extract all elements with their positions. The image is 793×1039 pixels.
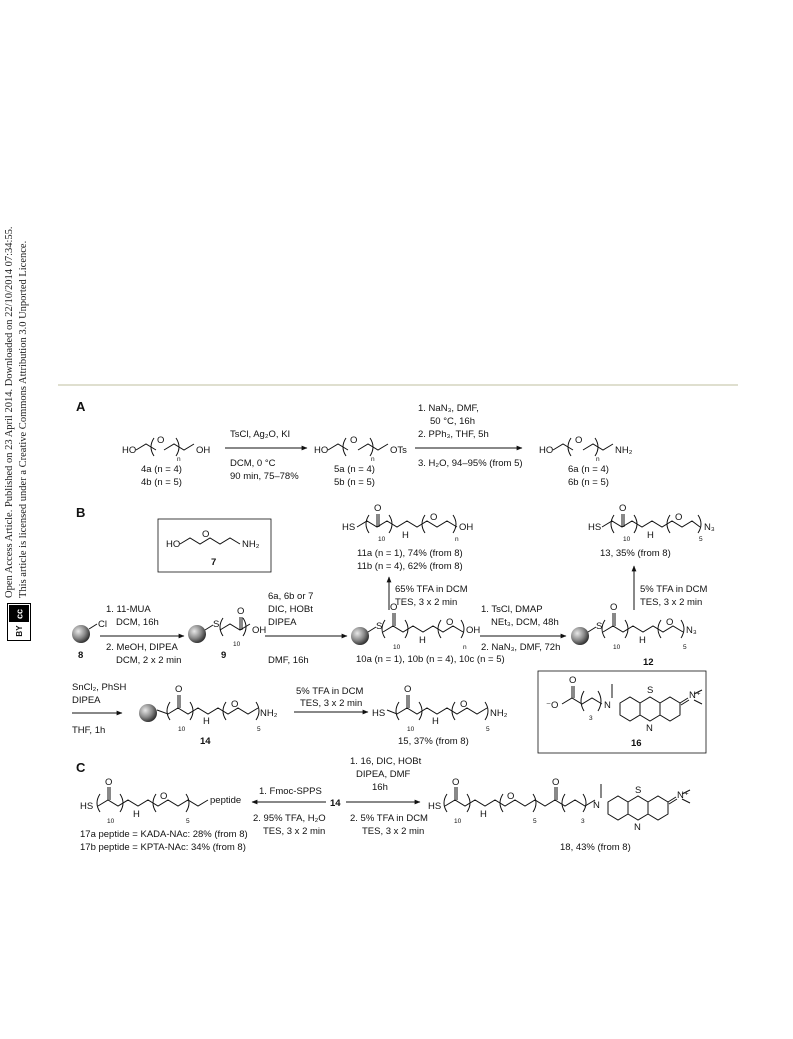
atom-o: O [430,512,438,523]
atom-o: O [202,529,210,540]
compound-14-label: 14 [200,736,211,747]
atom-o: O [160,791,168,802]
repeat-10: 10 [178,726,186,733]
compound-9-structure [205,617,250,636]
compound-7-structure [180,538,240,544]
atom-o: O [350,435,358,446]
r2-line1: 6a, 6b or 7 [268,591,314,602]
atom-n-plus: N⁺ [677,790,689,801]
compound-9-label: 9 [221,650,227,661]
atom-n3: N₃ [686,625,697,636]
c-left-line2: 2. 95% TFA, H₂O [253,813,326,824]
repeat-n: n [371,456,375,463]
atom-o-minus: ⁻O [546,700,559,711]
atom-o: O [460,699,468,710]
atom-ho: HO [314,445,329,456]
step2-line2: 50 °C, 16h [430,416,475,427]
atom-oh: OH [196,445,211,456]
license-notice-line2[interactable]: This article is licensed under a Creative Commons Attribution 3.0 Unported Licence. [18,240,29,598]
compound-11b-label: 11b (n = 4), 62% (from 8) [357,561,463,572]
r2-line2: DIC, HOBt [268,604,313,615]
atom-o: O [390,602,398,613]
atom-nh2: NH₂ [260,708,278,719]
atom-n-plus: N⁺ [689,690,701,701]
atom-ho: HO [166,539,181,550]
repeat-n: n [596,456,600,463]
section-label-a: A [76,399,86,414]
atom-nh: H [639,635,646,646]
repeat-10: 10 [407,726,415,733]
compound-17a-label: 17a peptide = KADA-NAc: 28% (from 8) [80,829,248,840]
atom-n: N [646,723,653,734]
c-right-line1: 1. 16, DIC, HOBt [350,756,422,767]
r3-line3: 2. NaN₃, DMF, 72h [481,642,561,653]
atom-o: O [619,503,627,514]
atom-hs: HS [342,522,356,533]
section-label-c: C [76,760,86,775]
atom-o: O [610,602,618,613]
atom-ho: HO [122,445,137,456]
step2-line4: 3. H₂O, 94–95% (from 5) [418,458,523,469]
atom-ots: OTs [390,445,407,456]
atom-oh: OH [252,625,267,636]
atom-hs: HS [372,708,386,719]
r2-line3: DIPEA [268,617,297,628]
tfa5-line1: 5% TFA in DCM [640,584,708,595]
resin-bead-icon [72,625,90,643]
compound-5-structure [328,438,388,456]
repeat-5: 5 [533,818,537,825]
atom-hs: HS [588,522,602,533]
atom-o: O [507,791,515,802]
atom-o: O [675,512,683,523]
r4-line3: THF, 1h [72,725,106,736]
atom-o: O [569,675,577,686]
repeat-5: 5 [186,818,190,825]
compound-10-label: 10a (n = 1), 10b (n = 4), 10c (n = 5) [356,654,505,665]
repeat-10: 10 [623,536,631,543]
compound-13-label: 13, 35% (from 8) [600,548,671,559]
repeat-n: n [177,456,181,463]
resin-bead-icon [188,625,206,643]
atom-nh: H [402,530,409,541]
r1-line3: 2. MeOH, DIPEA [106,642,178,653]
r4-line1: SnCl₂, PhSH [72,682,127,693]
compound-5a-label: 5a (n = 4) [334,464,375,475]
atom-s: S [376,621,383,632]
compound-6b-label: 6b (n = 5) [568,477,609,488]
atom-o: O [575,435,583,446]
atom-nh: H [133,809,140,820]
repeat-10: 10 [378,536,386,543]
c-left-line3: TES, 3 x 2 min [263,826,326,837]
resin-bead-icon [139,704,157,722]
step2-line3: 2. PPh₃, THF, 5h [418,429,489,440]
compound-6a-label: 6a (n = 4) [568,464,609,475]
atom-nh: H [203,716,210,727]
repeat-5: 5 [486,726,490,733]
atom-n: N [604,700,611,711]
compound-16-box [538,671,706,753]
atom-o: O [374,503,382,514]
compound-5b-label: 5b (n = 5) [334,477,375,488]
atom-o: O [105,777,113,788]
atom-s: S [635,785,642,796]
r2-line4: DMF, 16h [268,655,309,666]
compound-16-structure [562,684,702,721]
atom-n: N [634,822,641,833]
repeat-3: 3 [581,818,585,825]
compound-16-label: 16 [631,738,642,749]
tfa5-line2: TES, 3 x 2 min [640,597,703,608]
atom-hs: HS [428,801,442,812]
r5-line1: 5% TFA in DCM [296,686,364,697]
atom-o: O [157,435,165,446]
compound-7-label: 7 [211,557,217,568]
atom-o: O [666,617,674,628]
atom-nh2: NH₂ [242,539,260,550]
r1-line4: DCM, 2 x 2 min [116,655,182,666]
repeat-3: 3 [589,715,593,722]
atom-n: N [593,800,600,811]
step1-conditions: DCM, 0 °C [230,458,276,469]
repeat-10: 10 [613,644,621,651]
atom-nh: H [419,635,426,646]
compound-6-structure [553,438,613,456]
atom-o: O [404,684,412,695]
atom-nh: H [480,809,487,820]
step1-reagents: TsCl, Ag₂O, KI [230,429,291,440]
atom-o: O [231,699,239,710]
compound-8-label: 8 [78,650,84,661]
tfa65-line1: 65% TFA in DCM [395,584,468,595]
r4-line2: DIPEA [72,695,101,706]
c-left-line1: 1. Fmoc-SPPS [259,786,322,797]
resin-bead-icon [571,627,589,645]
compound-14-label-c: 14 [330,798,341,809]
repeat-5: 5 [257,726,261,733]
atom-o: O [237,606,245,617]
atom-n3: N₃ [704,522,715,533]
atom-peptide: peptide [210,795,242,806]
compound-17-structure [97,787,208,812]
atom-hs: HS [80,801,94,812]
atom-s: S [213,619,220,630]
license-notice-line1: Open Access Article. Published on 23 April 2014. Downloaded on 22/10/2014 07:34:55. [4,226,15,598]
compound-4b-label: 4b (n = 5) [141,477,182,488]
atom-o: O [452,777,460,788]
atom-oh: OH [459,522,474,533]
atom-nh2: NH₂ [615,445,633,456]
r5-line2: TES, 3 x 2 min [300,698,363,709]
resin-bead-icon [351,627,369,645]
repeat-n: n [455,536,459,543]
c-right-line2: DIPEA, DMF [356,769,411,780]
section-label-b: B [76,505,86,520]
repeat-10: 10 [107,818,115,825]
cc-badge-text: cc [14,608,25,620]
r3-line1: 1. TsCl, DMAP [481,604,543,615]
r3-line2: NEt₃, DCM, 48h [491,617,559,628]
by-badge-text: BY [15,625,24,637]
atom-o: O [552,777,560,788]
repeat-5: 5 [699,536,703,543]
atom-ho: HO [539,445,554,456]
atom-oh: OH [466,625,481,636]
atom-o: O [175,684,183,695]
r1-line2: DCM, 16h [116,617,159,628]
step2-line1: 1. NaN₃, DMF, [418,403,479,414]
atom-cl: Cl [98,619,107,630]
c-right-line3: 16h [372,782,388,793]
atom-o: O [446,617,454,628]
repeat-5: 5 [683,644,687,651]
atom-nh: H [647,530,654,541]
compound-4-structure [136,438,194,456]
atom-nh: H [432,716,439,727]
compound-4a-label: 4a (n = 4) [141,464,182,475]
repeat-n: n [463,644,467,651]
step1-yield: 90 min, 75–78% [230,471,299,482]
compound-11a-label: 11a (n = 1), 74% (from 8) [357,548,463,559]
tfa65-line2: TES, 3 x 2 min [395,597,458,608]
c-right-line4: 2. 5% TFA in DCM [350,813,428,824]
atom-nh2: NH₂ [490,708,508,719]
compound-12-label: 12 [643,657,654,668]
repeat-10: 10 [454,818,462,825]
compound-17b-label: 17b peptide = KPTA-NAc: 34% (from 8) [80,842,246,853]
atom-s: S [596,621,603,632]
compound-18-label: 18, 43% (from 8) [560,842,631,853]
r1-line1: 1. 11-MUA [106,604,151,615]
repeat-10: 10 [233,641,241,648]
compound-15-label: 15, 37% (from 8) [398,736,469,747]
repeat-10: 10 [393,644,401,651]
c-right-line5: TES, 3 x 2 min [362,826,425,837]
atom-s: S [647,685,654,696]
